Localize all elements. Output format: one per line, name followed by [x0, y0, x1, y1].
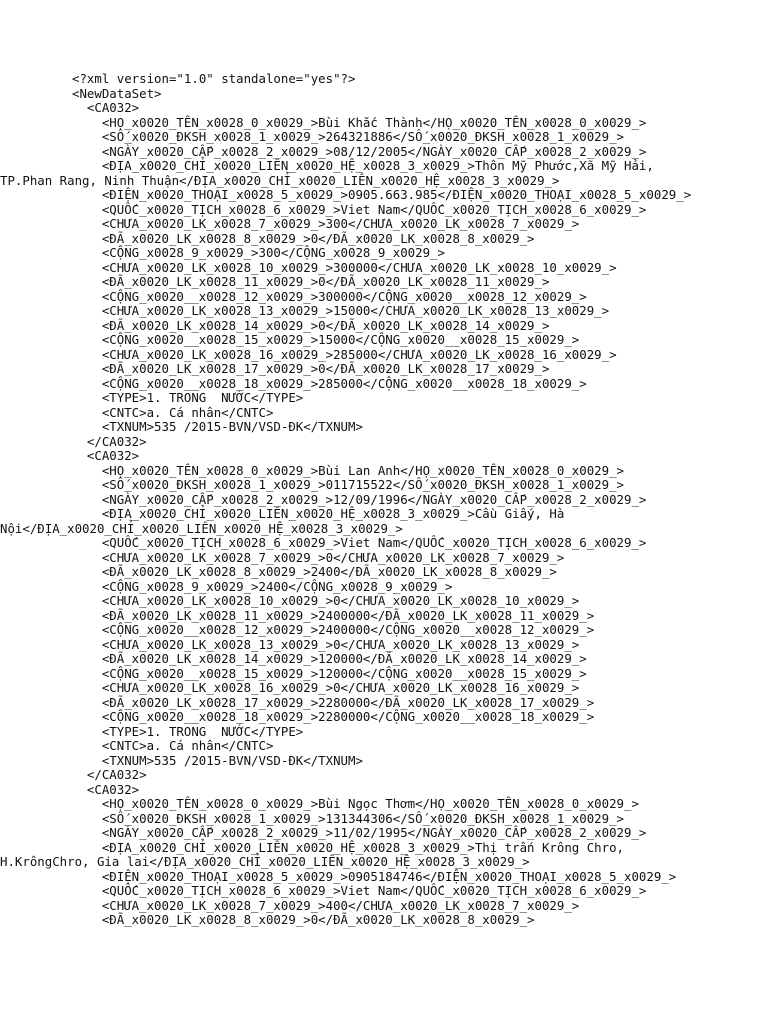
xml-line: <CỘNG_x0020__x0028_18_x0029_>285000</CỘNG_x0020__x0028_18_x0029_> [101, 375, 587, 391]
xml-line: <CNTC>a. Cá nhân</CNTC> [101, 404, 274, 420]
xml-line: <CHƯA_x0020_LK_x0028_7_x0029_>400</CHƯA_x0020_LK_x0028_7_x0029_> [101, 897, 580, 913]
xml-line: <ĐÃ_x0020_LK_x0028_11_x0029_>2400000</ĐÃ_x0020_LK_x0028_11_x0029_> [101, 607, 595, 623]
xml-line: <ĐỊA_x0020_CHỈ_x0020_LIÊN_x0020_HỆ_x0028_3_x0029_>Cầu Giấy, Hà [101, 506, 565, 521]
xml-line: </CA032> [86, 433, 147, 449]
xml-line: <TYPE>1. TRONG NƯỚC</TYPE> [101, 390, 304, 405]
xml-line: <ĐÃ_x0020_LK_x0028_14_x0029_>0</ĐÃ_x0020_LK_x0028_14_x0029_> [101, 317, 550, 333]
xml-line: <ĐÃ_x0020_LK_x0028_14_x0029_>120000</ĐÃ_x0020_LK_x0028_14_x0029_> [101, 651, 587, 666]
xml-line: <SỐ_x0020_ĐKSH_x0028_1_x0029_>011715522</SỐ_x0020_ĐKSH_x0028_1_x0029_> [101, 477, 625, 492]
xml-line: <TYPE>1. TRONG NƯỚC</TYPE> [101, 723, 304, 739]
xml-line: <CA032> [86, 781, 140, 797]
xml-line: <ĐÃ_x0020_LK_x0028_8_x0029_>2400</ĐÃ_x0020_LK_x0028_8_x0029_> [101, 564, 557, 579]
xml-line: <CỘNG_x0020__x0028_12_x0029_>300000</CỘNG_x0020__x0028_12_x0029_> [101, 288, 587, 304]
xml-line: <ĐIỆN_x0020_THOẠI_x0028_5_x0029_>0905184746</ĐIỆN_x0020_THOẠI_x0028_5_x0029_> [101, 868, 677, 884]
xml-line: <CHƯA_x0020_LK_x0028_13_x0029_>15000</CHƯA_x0020_LK_x0028_13_x0029_> [101, 303, 610, 318]
xml-line: TP.Phan Rang, Ninh Thuận</ĐỊA_x0020_CHỈ_x0020_LIÊN_x0020_HỆ_x0028_3_x0029_> [0, 172, 560, 188]
xml-line: <CNTC>a. Cá nhân</CNTC> [101, 738, 274, 753]
xml-line: <ĐÃ_x0020_LK_x0028_8_x0029_>0</ĐÃ_x0020_LK_x0028_8_x0029_> [101, 230, 535, 246]
xml-line: </CA032> [86, 767, 147, 782]
xml-line: <ĐIỆN_x0020_THOẠI_x0028_5_x0029_>0905.663.985</ĐIỆN_x0020_THOẠI_x0028_5_x0029_> [101, 187, 692, 202]
xml-line: <ĐÃ_x0020_LK_x0028_11_x0029_>0</ĐÃ_x0020_LK_x0028_11_x0029_> [101, 274, 550, 289]
xml-line: <NGÀY_x0020_CẤP_x0028_2_x0029_>11/02/1995</NGÀY_x0020_CẤP_x0028_2_x0029_> [101, 825, 647, 840]
xml-line: <CỘNG_x0028_9_x0029_>300</CỘNG_x0028_9_x0029_> [101, 245, 445, 260]
xml-line: <CA032> [86, 448, 140, 463]
xml-line: <CA032> [86, 100, 140, 115]
xml-line: <QUỐC_x0020_TỊCH_x0028_6_x0029_>Viet Nam</QUỐC_x0020_TỊCH_x0028_6_x0029_> [101, 201, 647, 217]
xml-line: H.KrôngChro, Gia lai</ĐỊA_x0020_CHỈ_x0020_LIÊN_x0020_HỆ_x0028_3_x0029_> [0, 854, 530, 869]
xml-line: <CỘNG_x0020__x0028_12_x0029_>2400000</CỘNG_x0020__x0028_12_x0029_> [101, 622, 595, 637]
xml-line: <ĐÃ_x0020_LK_x0028_8_x0029_>0</ĐÃ_x0020_LK_x0028_8_x0029_> [101, 912, 535, 927]
xml-line: <ĐÃ_x0020_LK_x0028_17_x0029_>2280000</ĐÃ_x0020_LK_x0028_17_x0029_> [101, 694, 595, 710]
xml-line: <CHƯA_x0020_LK_x0028_13_x0029_>0</CHƯA_x0020_LK_x0028_13_x0029_> [101, 636, 580, 652]
xml-line: <QUỐC_x0020_TỊCH_x0028_6_x0029_>Viet Nam</QUỐC_x0020_TỊCH_x0028_6_x0029_> [101, 883, 647, 898]
xml-line: <TXNUM>535 /2015-BVN/VSD-ĐK</TXNUM> [101, 419, 363, 434]
xml-line: <ĐÃ_x0020_LK_x0028_17_x0029_>0</ĐÃ_x0020_LK_x0028_17_x0029_> [101, 361, 550, 376]
xml-line: <NGÀY_x0020_CẤP_x0028_2_x0029_>08/12/2005</NGÀY_x0020_CẤP_x0028_2_x0029_> [101, 143, 647, 159]
xml-line: <QUỐC_x0020_TỊCH_x0028_6_x0029_>Viet Nam</QUỐC_x0020_TỊCH_x0028_6_x0029_> [101, 535, 647, 550]
xml-line: <NGÀY_x0020_CẤP_x0028_2_x0029_>12/09/1996</NGÀY_x0020_CẤP_x0028_2_x0029_> [101, 491, 647, 507]
xml-line: <CHƯA_x0020_LK_x0028_7_x0029_>300</CHƯA_x0020_LK_x0028_7_x0029_> [101, 216, 580, 231]
xml-line: <CỘNG_x0020__x0028_15_x0029_>120000</CỘNG_x0020__x0028_15_x0029_> [101, 665, 587, 681]
xml-line: Nội</ĐỊA_x0020_CHỈ_x0020_LIÊN_x0020_HỆ_x0028_3_x0029_> [0, 520, 403, 536]
xml-line: <ĐỊA_x0020_CHỈ_x0020_LIÊN_x0020_HỆ_x0028_3_x0029_>Thị trấn Krông Chro, [101, 839, 625, 855]
xml-line: <HỌ_x0020_TÊN_x0028_0_x0029_>Bùi Khắc Thành</HỌ_x0020_TÊN_x0028_0_x0029_> [101, 114, 647, 130]
xml-line: <?xml version="1.0" standalone="yes"?> [72, 71, 356, 86]
xml-line: <HỌ_x0020_TÊN_x0028_0_x0029_>Bùi Lan Anh</HỌ_x0020_TÊN_x0028_0_x0029_> [101, 462, 625, 478]
xml-line: <CHƯA_x0020_LK_x0028_16_x0029_>285000</CHƯA_x0020_LK_x0028_16_x0029_> [101, 346, 617, 362]
xml-line: <SỐ_x0020_ĐKSH_x0028_1_x0029_>131344306</SỐ_x0020_ĐKSH_x0028_1_x0029_> [101, 810, 625, 826]
xml-line: <HỌ_x0020_TÊN_x0028_0_x0029_>Bùi Ngọc Thơm</HỌ_x0020_TÊN_x0028_0_x0029_> [101, 796, 639, 811]
xml-line: <NewDataSet> [72, 85, 162, 101]
xml-line: <TXNUM>535 /2015-BVN/VSD-ĐK</TXNUM> [101, 752, 363, 768]
xml-line: <CHƯA_x0020_LK_x0028_7_x0029_>0</CHƯA_x0020_LK_x0028_7_x0029_> [101, 549, 565, 565]
xml-line: <CỘNG_x0028_9_x0029_>2400</CỘNG_x0028_9_x0029_> [101, 578, 453, 594]
xml-line: <CỘNG_x0020__x0028_15_x0029_>15000</CỘNG_x0020__x0028_15_x0029_> [101, 332, 580, 347]
xml-line: <CHƯA_x0020_LK_x0028_10_x0029_>300000</CHƯA_x0020_LK_x0028_10_x0029_> [101, 259, 617, 275]
xml-line: <CHƯA_x0020_LK_x0028_10_x0029_>0</CHƯA_x0020_LK_x0028_10_x0029_> [101, 593, 580, 608]
xml-line: <SỐ_x0020_ĐKSH_x0028_1_x0029_>264321886</SỐ_x0020_ĐKSH_x0028_1_x0029_> [101, 129, 625, 144]
xml-line: <ĐỊA_x0020_CHỈ_x0020_LIÊN_x0020_HỆ_x0028_3_x0029_>Thôn Mỹ Phước,Xã Mỹ Hải, [101, 158, 654, 173]
xml-document [0, 71, 762, 928]
xml-line: <CHƯA_x0020_LK_x0028_16_x0029_>0</CHƯA_x0020_LK_x0028_16_x0029_> [101, 680, 580, 695]
xml-line: <CỘNG_x0020__x0028_18_x0029_>2280000</CỘNG_x0020__x0028_18_x0029_> [101, 709, 595, 724]
